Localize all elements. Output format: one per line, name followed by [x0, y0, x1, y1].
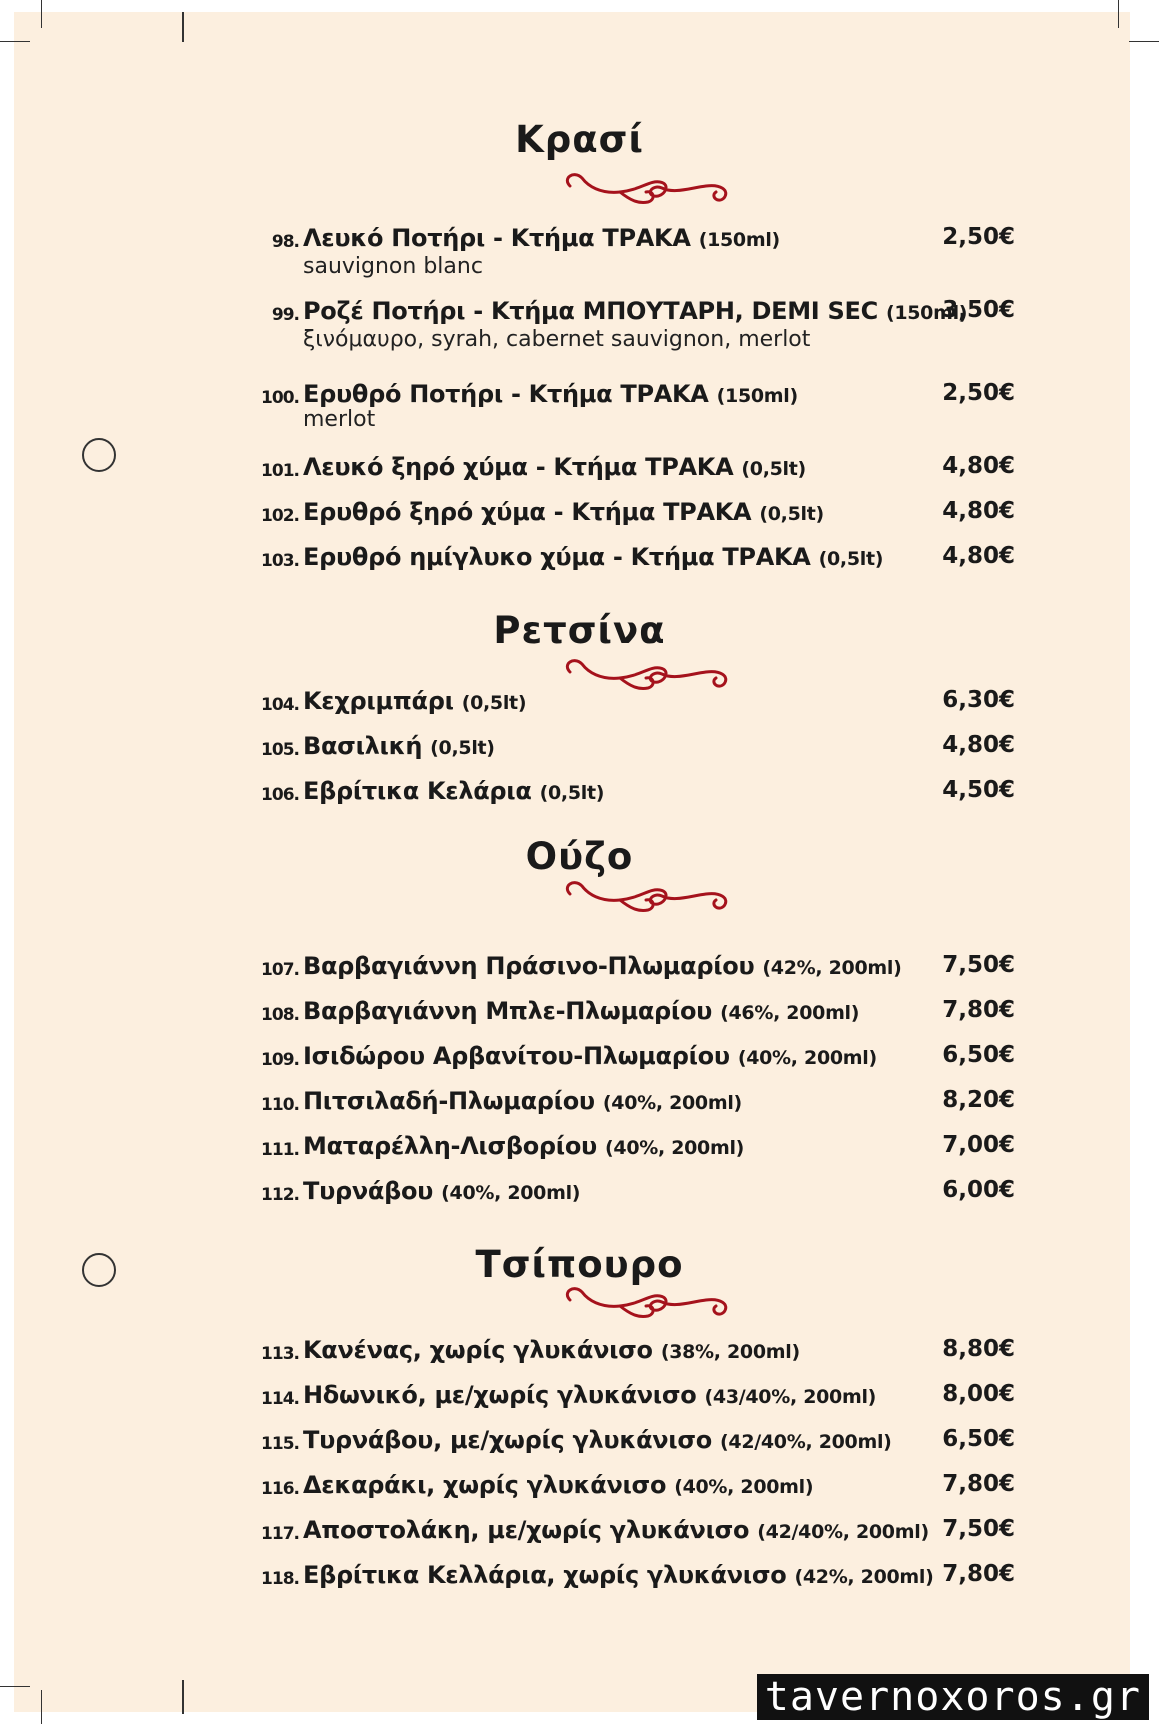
item-name: Ερυθρό ξηρό χύμα - Κτήμα ΤΡΑΚΑ	[303, 498, 752, 526]
item-detail: (42%, 200ml)	[794, 1566, 934, 1588]
menu-item: 115. Τυρνάβου, με/χωρίς γλυκάνισο (42/40%, 200ml) 6,50€	[261, 1426, 1015, 1454]
item-price: 2,50€	[942, 380, 1015, 406]
item-detail: (40%, 200ml)	[605, 1137, 745, 1159]
item-detail: (0,5lt)	[759, 503, 824, 525]
item-price: 7,50€	[942, 952, 1015, 978]
item-detail: (42%, 200ml)	[762, 957, 902, 979]
item-price: 7,80€	[942, 997, 1015, 1023]
item-name: Βαρβαγιάννη Πράσινο-Πλωμαρίου	[303, 952, 755, 980]
item-grapes: merlot	[303, 407, 376, 432]
item-name: Ροζέ Ποτήρι - Κτήμα ΜΠΟΥΤΑΡΗ, DEMI SEC	[303, 297, 878, 325]
item-detail: (0,5lt)	[539, 782, 605, 804]
item-name: Λευκό ξηρό χύμα - Κτήμα ΤΡΑΚΑ	[303, 453, 734, 481]
item-name: Εβρίτικα Κελλάρια, χωρίς γλυκάνισο	[303, 1561, 787, 1589]
item-name: Λευκό Ποτήρι - Κτήμα ΤΡΑΚΑ	[303, 224, 691, 252]
menu-item: 100. Ερυθρό Ποτήρι - Κτήμα ΤΡΑΚΑ (150ml) merlot 2,50€	[261, 380, 1015, 432]
item-price: 7,80€	[942, 1561, 1015, 1587]
item-detail: (38%, 200ml)	[660, 1341, 800, 1363]
item-price: 6,50€	[942, 1042, 1015, 1068]
item-name: Εβρίτικα Κελάρια	[303, 777, 532, 805]
item-detail: (46%, 200ml)	[720, 1002, 860, 1024]
item-detail: (150ml)	[698, 229, 780, 251]
item-price: 4,80€	[942, 453, 1015, 479]
item-name: Ισιδώρου Αρβανίτου-Πλωμαρίου	[303, 1042, 730, 1070]
item-price: 3,50€	[942, 297, 1015, 323]
item-price: 8,80€	[942, 1336, 1015, 1362]
item-price: 6,00€	[942, 1177, 1015, 1203]
item-name: Ερυθρό Ποτήρι - Κτήμα ΤΡΑΚΑ	[303, 380, 709, 408]
item-name: Τυρνάβου, με/χωρίς γλυκάνισο	[303, 1426, 712, 1454]
item-grapes: sauvignon blanc	[303, 254, 483, 279]
item-detail: (40%, 200ml)	[737, 1047, 877, 1069]
item-name: Δεκαράκι, χωρίς γλυκάνισο	[303, 1471, 667, 1499]
crop-mark-bottom-left-v	[41, 1690, 42, 1724]
menu-item: 111. Ματαρέλλη-Λισβορίου (40%, 200ml) 7,00€	[261, 1132, 1015, 1160]
item-name: Ματαρέλλη-Λισβορίου	[303, 1132, 597, 1160]
item-price: 6,50€	[942, 1426, 1015, 1452]
item-price: 2,50€	[942, 224, 1015, 250]
menu-item: 113. Κανένας, χωρίς γλυκάνισο (38%, 200ml) 8,80€	[261, 1336, 1015, 1364]
crop-mark-top-left	[0, 41, 30, 42]
item-detail: (0,5lt)	[818, 548, 884, 570]
menu-item: 114. Ηδωνικό, με/χωρίς γλυκάνισο (43/40%, 200ml) 8,00€	[261, 1381, 1015, 1409]
item-price: 7,50€	[942, 1516, 1015, 1542]
section-title-tsipouro: Τσίπουρο	[475, 1243, 684, 1286]
item-detail: (42/40%, 200ml)	[720, 1431, 892, 1453]
menu-item: 112. Τυρνάβου (40%, 200ml) 6,00€	[261, 1177, 1015, 1205]
item-detail: (40%, 200ml)	[674, 1476, 814, 1498]
item-price: 8,20€	[942, 1087, 1015, 1113]
crop-mark-top-right	[1129, 41, 1159, 42]
menu-item: 108. Βαρβαγιάννη Μπλε-Πλωμαρίου (46%, 200ml) 7,80€	[261, 997, 1015, 1025]
item-name: Πιτσιλαδή-Πλωμαρίου	[303, 1087, 595, 1115]
section-title-retsina: Ρετσίνα	[493, 609, 666, 652]
watermark: tavernoxoros.gr	[757, 1674, 1149, 1720]
item-name: Ερυθρό ημίγλυκο χύμα - Κτήμα ΤΡΑΚΑ	[303, 543, 811, 571]
menu-item: 116. Δεκαράκι, χωρίς γλυκάνισο (40%, 200ml) 7,80€	[261, 1471, 1015, 1499]
menu-item: 103. Ερυθρό ημίγλυκο χύμα - Κτήμα ΤΡΑΚΑ (0,5lt) 4,80€	[261, 543, 1015, 571]
menu-item: 109. Ισιδώρου Αρβανίτου-Πλωμαρίου (40%, 200ml) 6,50€	[261, 1042, 1015, 1070]
menu-item: 104. Κεχριμπάρι (0,5lt) 6,30€	[261, 687, 1015, 715]
section-title-ouzo: Ούζο	[525, 835, 634, 878]
menu-item: 102. Ερυθρό ξηρό χύμα - Κτήμα ΤΡΑΚΑ (0,5lt) 4,80€	[261, 498, 1015, 526]
item-grapes: ξινόμαυρο, syrah, cabernet sauvignon, merlot	[303, 327, 811, 352]
menu-item: 117. Αποστολάκη, με/χωρίς γλυκάνισο (42/40%, 200ml) 7,50€	[261, 1516, 1015, 1544]
item-price: 4,80€	[942, 732, 1015, 758]
item-detail: (0,5lt)	[461, 692, 527, 714]
menu-item: 99. Ροζέ Ποτήρι - Κτήμα ΜΠΟΥΤΑΡΗ, DEMI SEC (150ml) ξινόμαυρο, syrah, cabernet sauvignon, merlot 3,50€	[271, 297, 1015, 352]
menu-item: 118. Εβρίτικα Κελλάρια, χωρίς γλυκάνισο (42%, 200ml) 7,80€	[261, 1561, 1015, 1589]
crop-mark-bottom-left	[0, 1686, 30, 1687]
ornament-swirl-icon	[560, 1282, 740, 1326]
menu-item: 107. Βαρβαγιάννη Πράσινο-Πλωμαρίου (42%, 200ml) 7,50€	[261, 952, 1015, 980]
binder-hole-top	[82, 438, 116, 472]
item-price: 6,30€	[942, 687, 1015, 713]
item-detail: (40%, 200ml)	[441, 1182, 581, 1204]
crop-mark-top-left-v	[41, 0, 42, 28]
item-price: 4,50€	[942, 777, 1015, 803]
item-price: 4,80€	[942, 543, 1015, 569]
crop-mark-top-right-v	[1118, 0, 1119, 28]
crop-mark-bottom-tick	[182, 1680, 184, 1714]
item-detail: (40%, 200ml)	[602, 1092, 742, 1114]
item-name: Βαρβαγιάννη Μπλε-Πλωμαρίου	[303, 997, 713, 1025]
menu-item: 101. Λευκό ξηρό χύμα - Κτήμα ΤΡΑΚΑ (0,5lt) 4,80€	[261, 453, 1015, 481]
item-price: 7,00€	[942, 1132, 1015, 1158]
item-name: Βασιλική	[303, 732, 423, 760]
item-detail: (0,5lt)	[430, 737, 495, 759]
item-name: Κανένας, χωρίς γλυκάνισο	[303, 1336, 653, 1364]
menu-item: 110. Πιτσιλαδή-Πλωμαρίου (40%, 200ml) 8,20€	[261, 1087, 1015, 1115]
section-title-wine: Κρασί	[515, 118, 644, 161]
item-price: 7,80€	[942, 1471, 1015, 1497]
crop-mark-top-tick	[182, 12, 184, 42]
menu-item: 106. Εβρίτικα Κελάρια (0,5lt) 4,50€	[261, 777, 1015, 805]
item-detail: (150ml)	[885, 302, 968, 324]
item-name: Κεχριμπάρι	[303, 687, 454, 715]
item-price: 8,00€	[942, 1381, 1015, 1407]
ornament-swirl-icon	[560, 168, 740, 212]
item-name: Τυρνάβου	[303, 1177, 434, 1205]
item-detail: (43/40%, 200ml)	[704, 1386, 877, 1408]
item-detail: (42/40%, 200ml)	[757, 1521, 929, 1543]
item-name: Αποστολάκη, με/χωρίς γλυκάνισο	[303, 1516, 750, 1544]
ornament-swirl-icon	[560, 876, 740, 920]
item-detail: (150ml)	[716, 385, 798, 407]
item-name: Ηδωνικό, με/χωρίς γλυκάνισο	[303, 1381, 697, 1409]
menu-item: 98. Λευκό Ποτήρι - Κτήμα ΤΡΑΚΑ (150ml) sauvignon blanc 2,50€	[271, 224, 1015, 279]
menu-item: 105. Βασιλική (0,5lt) 4,80€	[261, 732, 1015, 760]
item-detail: (0,5lt)	[741, 458, 806, 480]
item-price: 4,80€	[942, 498, 1015, 524]
